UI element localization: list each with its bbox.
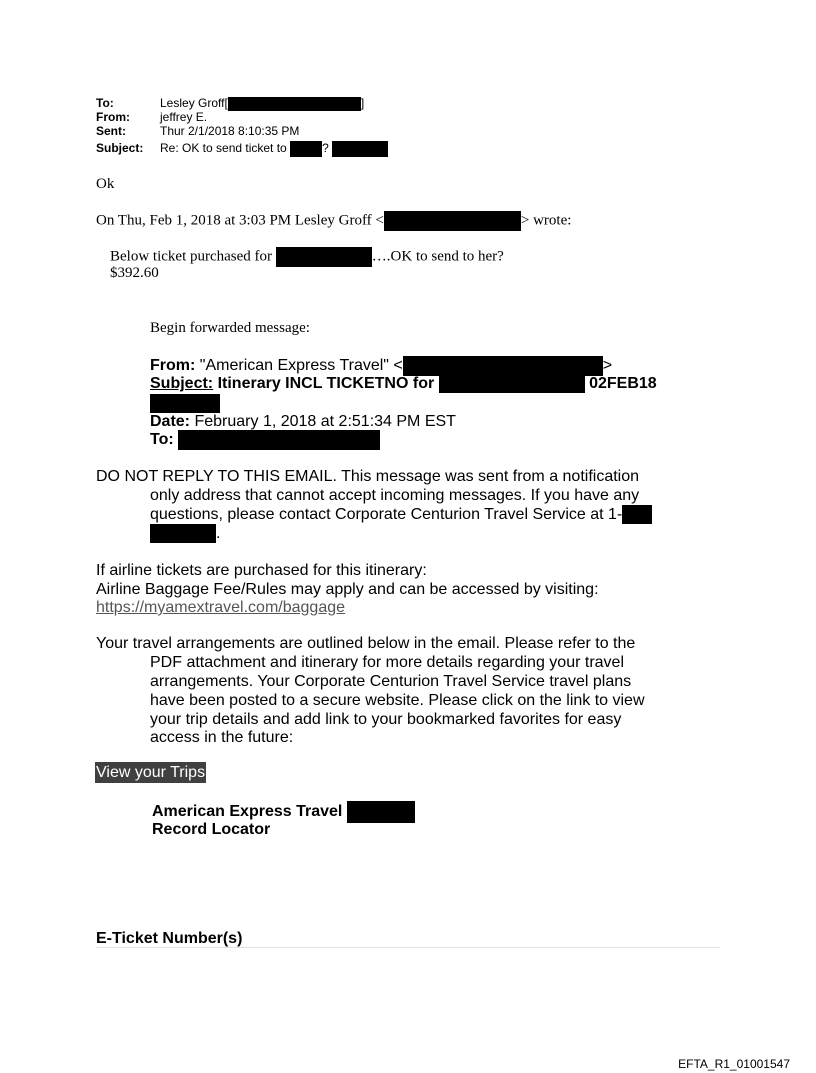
quoted-line-1-start: Below ticket purchased for [110, 248, 273, 265]
record-line-2: Record Locator [152, 821, 271, 838]
to-value: Lesley Groff[ [160, 96, 228, 111]
redaction-block [150, 394, 220, 413]
subject-value: Re: OK to send ticket to [160, 141, 287, 156]
to-label: To: [96, 96, 114, 111]
quote-attribution [96, 211, 571, 231]
redaction-block [290, 141, 322, 157]
redaction-block [347, 801, 415, 823]
arrangements-line-1: Your travel arrangements are outlined below in the email. Please refer to the [96, 635, 636, 652]
fwd-from-value: "American Express Travel" < [199, 357, 403, 375]
notice-line-3-text: questions, please contact Corporate Centurion Travel Service at 1- [150, 506, 623, 523]
subject-label: Subject: [96, 141, 144, 156]
notice-line-4-text: . [216, 525, 221, 542]
redaction-block [178, 430, 380, 450]
divider [96, 947, 720, 948]
baggage-line-1: If airline tickets are purchased for this itinerary: [96, 562, 427, 579]
redaction-block [150, 524, 216, 543]
arrangements-line-2: PDF attachment and itinerary for more details regarding your travel [150, 654, 624, 671]
redaction-block [384, 211, 521, 231]
quoted-amount: $392.60 [110, 265, 159, 281]
fwd-to-label: To: [150, 431, 174, 449]
fwd-from-close: > [602, 357, 613, 375]
sent-label: Sent: [96, 124, 126, 138]
arrangements-line-5: your trip details and add link to your bookmarked favorites for easy [150, 711, 622, 728]
fwd-subject-label: Subject: [150, 375, 214, 392]
redaction-block [228, 97, 361, 111]
notice-line-4 [150, 524, 220, 543]
arrangements-line-6: access in the future: [150, 729, 294, 746]
fwd-to-row [150, 430, 380, 450]
quote-attribution-end: > wrote: [520, 212, 572, 229]
notice-line-2: only address that cannot accept incoming messages. If you have any [150, 487, 640, 504]
baggage-line-2: Airline Baggage Fee/Rules may apply and can be accessed by visiting: [96, 581, 599, 598]
from-label: From: [96, 110, 130, 124]
fwd-date-row [150, 412, 456, 431]
to-close: ] [360, 96, 365, 111]
redaction-block [332, 141, 388, 157]
from-value: jeffrey E. [160, 110, 208, 124]
header-subject-row [96, 141, 388, 157]
footer-id: EFTA_R1_01001547 [678, 1057, 790, 1071]
redaction-block [622, 505, 652, 524]
quoted-line-1-end: ….OK to send to her? [371, 248, 504, 265]
fwd-from-label: From: [150, 357, 196, 375]
header-from-row [96, 111, 207, 124]
redaction-block [403, 356, 603, 376]
fwd-date-label: Date: [150, 413, 191, 430]
view-trips-button[interactable]: View your Trips [96, 764, 206, 781]
fwd-date-value: February 1, 2018 at 2:51:34 PM EST [194, 413, 456, 430]
fwd-from-row [150, 356, 612, 376]
forwarded-begin: Begin forwarded message: [150, 320, 310, 336]
notice-line-1: DO NOT REPLY TO THIS EMAIL. This message was sent from a notification [96, 468, 640, 485]
notice-line-3 [150, 505, 652, 524]
fwd-subject-value: Itinerary INCL TICKETNO for [217, 375, 435, 392]
fwd-subject-date: 02FEB18 [589, 375, 657, 392]
eticket-heading: E-Ticket Number(s) [96, 930, 243, 947]
arrangements-line-3: arrangements. Your Corporate Centurion Travel Service travel plans [150, 673, 632, 690]
quoted-line-1 [110, 247, 504, 267]
reply-body: Ok [96, 176, 115, 192]
redaction-block [439, 374, 585, 393]
header-sent-row [96, 125, 299, 138]
record-line-1-text: American Express Travel [152, 803, 343, 821]
quote-attribution-start: On Thu, Feb 1, 2018 at 3:03 PM Lesley Groff < [96, 212, 384, 229]
redaction-block [276, 247, 372, 267]
fwd-subject-row [150, 374, 657, 393]
baggage-link[interactable]: https://myamextravel.com/baggage [96, 599, 346, 616]
subject-question: ? [322, 141, 329, 156]
arrangements-line-4: have been posted to a secure website. Please click on the link to view [150, 692, 645, 709]
sent-value: Thur 2/1/2018 8:10:35 PM [160, 124, 300, 138]
header-to-row [96, 97, 364, 111]
